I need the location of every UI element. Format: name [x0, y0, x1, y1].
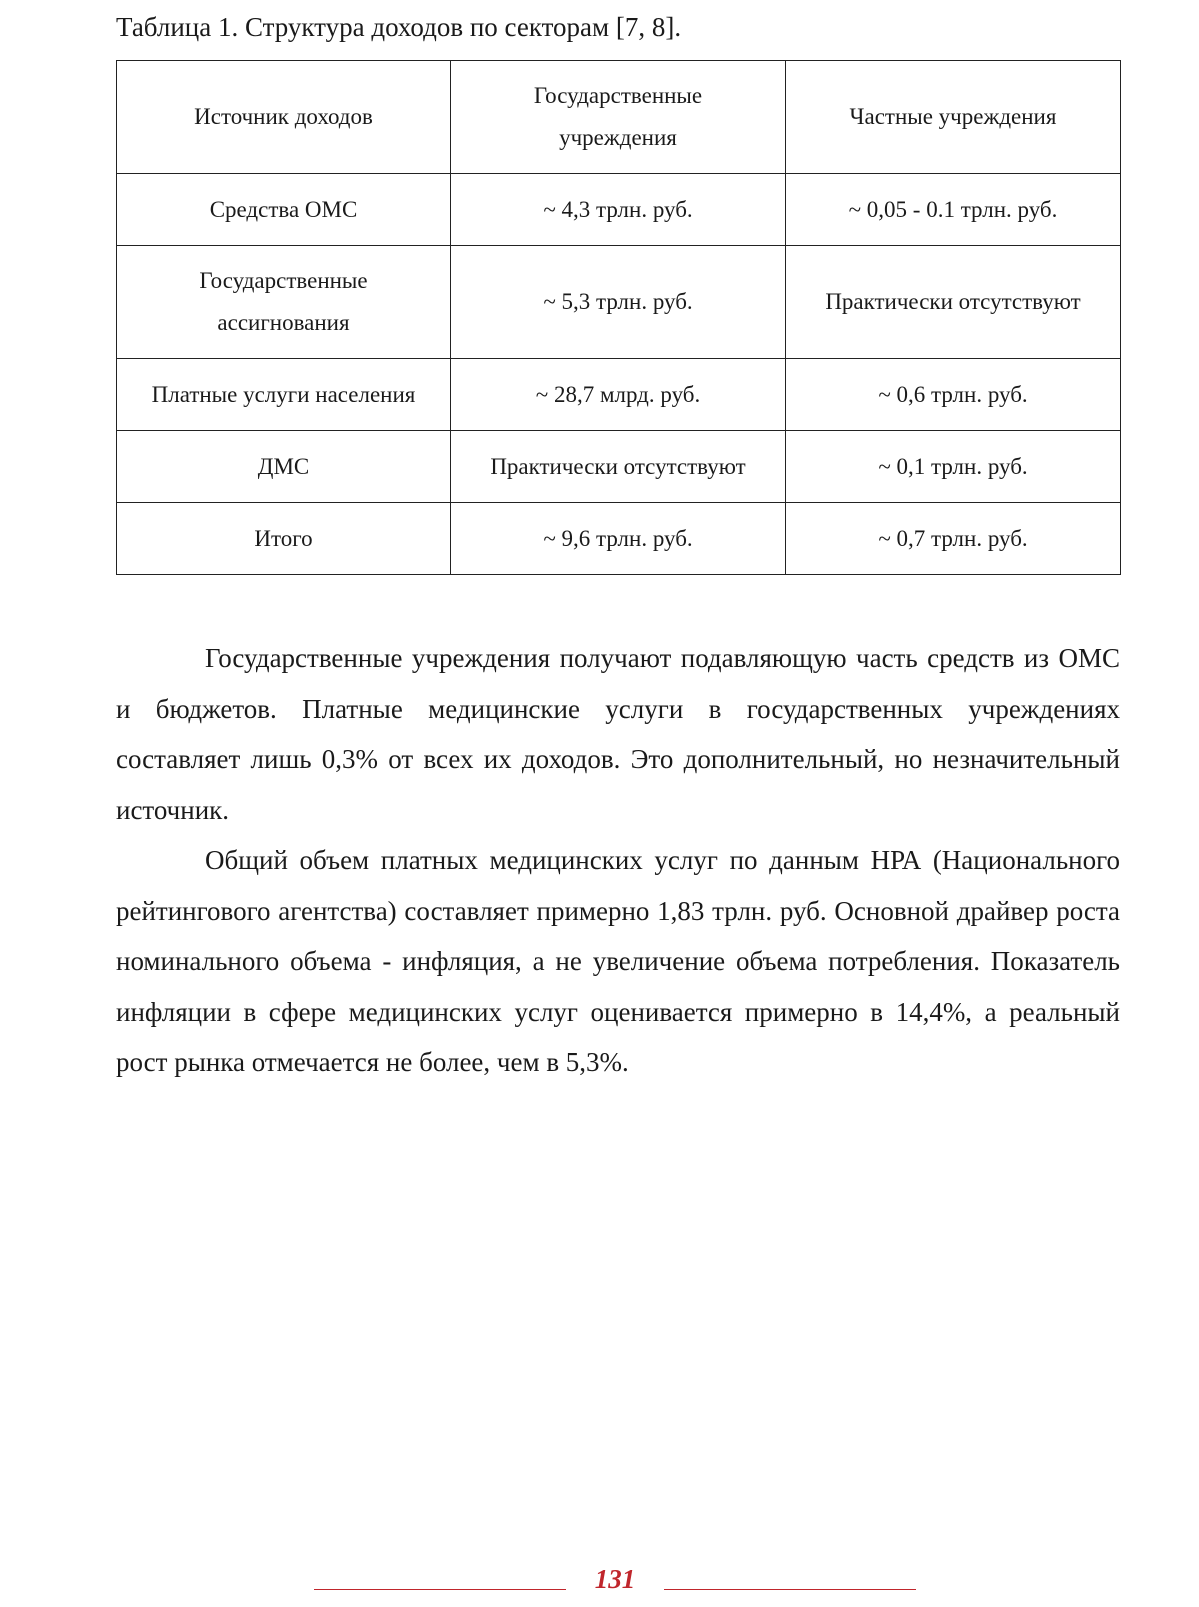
- footer-rule-left: [314, 1589, 566, 1590]
- page-number: 131: [594, 1564, 636, 1594]
- table-cell: ~ 0,1 трлн. руб.: [786, 431, 1121, 503]
- header-private-institutions: Частные учреждения: [786, 61, 1121, 174]
- header-public-institutions: Государственные учреждения: [451, 61, 786, 174]
- table-cell: ~ 28,7 млрд. руб.: [451, 359, 786, 431]
- table-cell: ~ 5,3 трлн. руб.: [451, 246, 786, 359]
- table-cell: ~ 0,05 - 0.1 трлн. руб.: [786, 174, 1121, 246]
- table-cell: ~ 4,3 трлн. руб.: [451, 174, 786, 246]
- table-caption: Таблица 1. Структура доходов по секторам [7, 8].: [116, 12, 682, 42]
- table-cell: ДМС: [117, 431, 451, 503]
- table-header-row: [117, 61, 1121, 174]
- paragraph: Общий объем платных медицинских услуг по данным НРА (Национального рейтингового агентства) составляет примерно 1,83 трлн. руб. Основной драйвер роста номинального объема - инфляция, а не увеличение объема потребления. Показатель инфляции в сфере медицинских услуг оценивается примерно в 14,4%, а реальный рост рынка отмечается не более, чем в 5,3%.: [116, 845, 1120, 1077]
- table-row: [117, 359, 1121, 431]
- footer-rule-right: [664, 1589, 916, 1590]
- table-cell: Практически отсутствуют: [786, 246, 1121, 359]
- table-cell: ~ 9,6 трлн. руб.: [451, 503, 786, 575]
- paragraph: Государственные учреждения получают подавляющую часть средств из ОМС и бюджетов. Платные медицинские услуги в государственных учреждениях составляет лишь 0,3% от всех их доходов. Это дополнительный, но незначительный источник.: [116, 643, 1120, 825]
- table-row: [117, 431, 1121, 503]
- table-cell: Государственные ассигнования: [117, 246, 451, 359]
- income-structure-table: [116, 60, 1121, 575]
- header-income-source: Источник доходов: [117, 61, 451, 174]
- page-footer: [0, 1562, 1199, 1602]
- table-cell: Итого: [117, 503, 451, 575]
- body-text: [116, 633, 1120, 1088]
- table-row: [117, 246, 1121, 359]
- table-cell: Платные услуги населения: [117, 359, 451, 431]
- table-cell: Средства ОМС: [117, 174, 451, 246]
- table-cell: ~ 0,7 трлн. руб.: [786, 503, 1121, 575]
- table-cell: Практически отсутствуют: [451, 431, 786, 503]
- table-cell: ~ 0,6 трлн. руб.: [786, 359, 1121, 431]
- table-row: [117, 503, 1121, 575]
- table-row: [117, 174, 1121, 246]
